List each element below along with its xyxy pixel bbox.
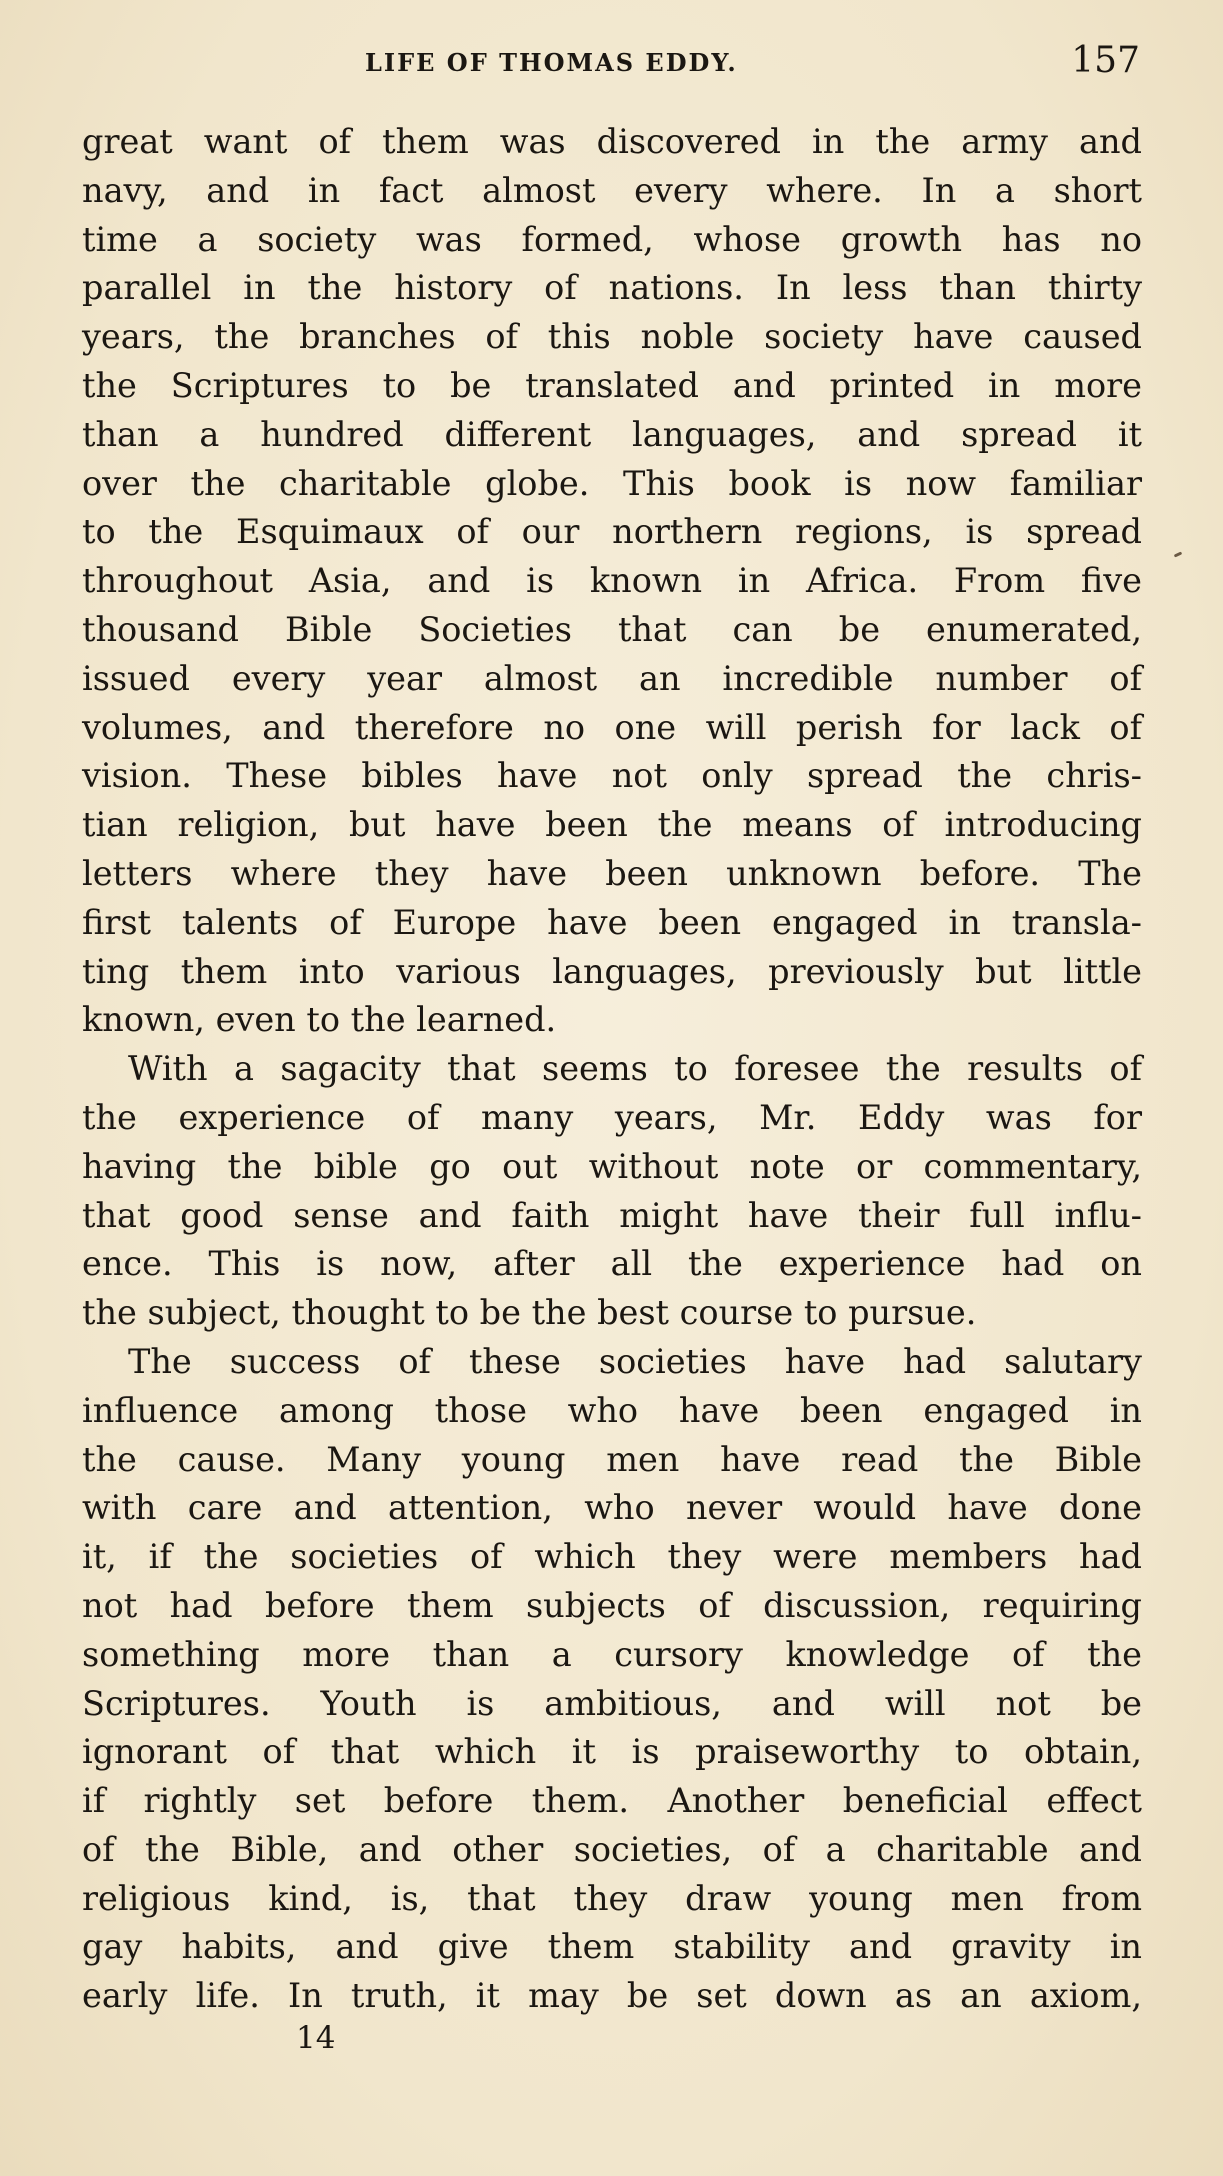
text-line: having the bible go out without note or commentary, xyxy=(82,1146,1142,1186)
text-line: years, the branches of this noble society have caused xyxy=(82,317,1142,357)
text-line: it, if the societies of which they were members had xyxy=(82,1537,1142,1577)
text-line: great want of them was discovered in the army and xyxy=(82,122,1142,161)
text-line: the subject, thought to be the best course to pursue. xyxy=(82,1293,977,1333)
page-number: 157 xyxy=(1071,40,1140,81)
text-line: issued every year almost an incredible number of xyxy=(82,658,1142,698)
text-line: influence among those who have been engaged in xyxy=(82,1390,1142,1430)
text-line: early life. In truth, it may be set down as an axiom, xyxy=(82,1976,1142,2016)
text-line: if rightly set before them. Another beneficial effect xyxy=(82,1781,1142,1821)
text-line: the cause. Many young men have read the Bible xyxy=(82,1439,1142,1479)
body-text xyxy=(82,118,1142,2021)
text-line: parallel in the history of nations. In less than thirty xyxy=(82,268,1142,308)
text-line: ting them into various languages, previously but little xyxy=(82,951,1142,991)
signature-mark: 14 xyxy=(296,2020,336,2056)
text-line: the Scriptures to be translated and printed in more xyxy=(82,365,1142,405)
text-line: thousand Bible Societies that can be enumerated, xyxy=(82,609,1142,649)
text-line: over the charitable globe. This book is now familiar xyxy=(82,463,1142,503)
text-line: Scriptures. Youth is ambitious, and will not be xyxy=(82,1683,1142,1723)
text-line: not had before them subjects of discussion, requiring xyxy=(82,1585,1142,1625)
text-line: than a hundred different languages, and spread it xyxy=(82,414,1142,454)
text-line: throughout Asia, and is known in Africa. From five xyxy=(82,561,1142,601)
text-line: volumes, and therefore no one will perish for lack of xyxy=(82,707,1142,747)
text-line: of the Bible, and other societies, of a charitable and xyxy=(82,1829,1142,1869)
text-line: navy, and in fact almost every where. In a short xyxy=(82,170,1142,210)
text-line: known, even to the learned. xyxy=(82,1000,557,1040)
text-line: The success of these societies have had salutary xyxy=(128,1341,1142,1381)
text-line: religious kind, is, that they draw young men from xyxy=(82,1878,1142,1918)
text-line: ignorant of that which it is praiseworthy to obtain, xyxy=(82,1732,1142,1772)
text-line: with care and attention, who never would have done xyxy=(82,1488,1142,1528)
text-line: to the Esquimaux of our northern regions, is spread xyxy=(82,512,1142,552)
text-line: the experience of many years, Mr. Eddy was for xyxy=(82,1097,1142,1137)
text-line: time a society was formed, whose growth has no xyxy=(82,219,1142,259)
text-line: first talents of Europe have been engaged in transla- xyxy=(82,902,1142,942)
running-head xyxy=(80,40,1140,84)
text-line: ence. This is now, after all the experience had on xyxy=(82,1244,1142,1284)
text-line: that good sense and faith might have their full influ- xyxy=(82,1195,1142,1235)
paper-speck xyxy=(1174,551,1183,557)
running-title: LIFE OF THOMAS EDDY. xyxy=(365,48,738,77)
text-line: tian religion, but have been the means of introducing xyxy=(82,805,1142,845)
text-line: With a sagacity that seems to foresee the results of xyxy=(128,1049,1142,1089)
text-line: letters where they have been unknown before. The xyxy=(82,853,1142,893)
text-line: gay habits, and give them stability and gravity in xyxy=(82,1927,1142,1967)
text-line: something more than a cursory knowledge of the xyxy=(82,1634,1142,1674)
text-line: vision. These bibles have not only spread the chris- xyxy=(82,756,1142,796)
